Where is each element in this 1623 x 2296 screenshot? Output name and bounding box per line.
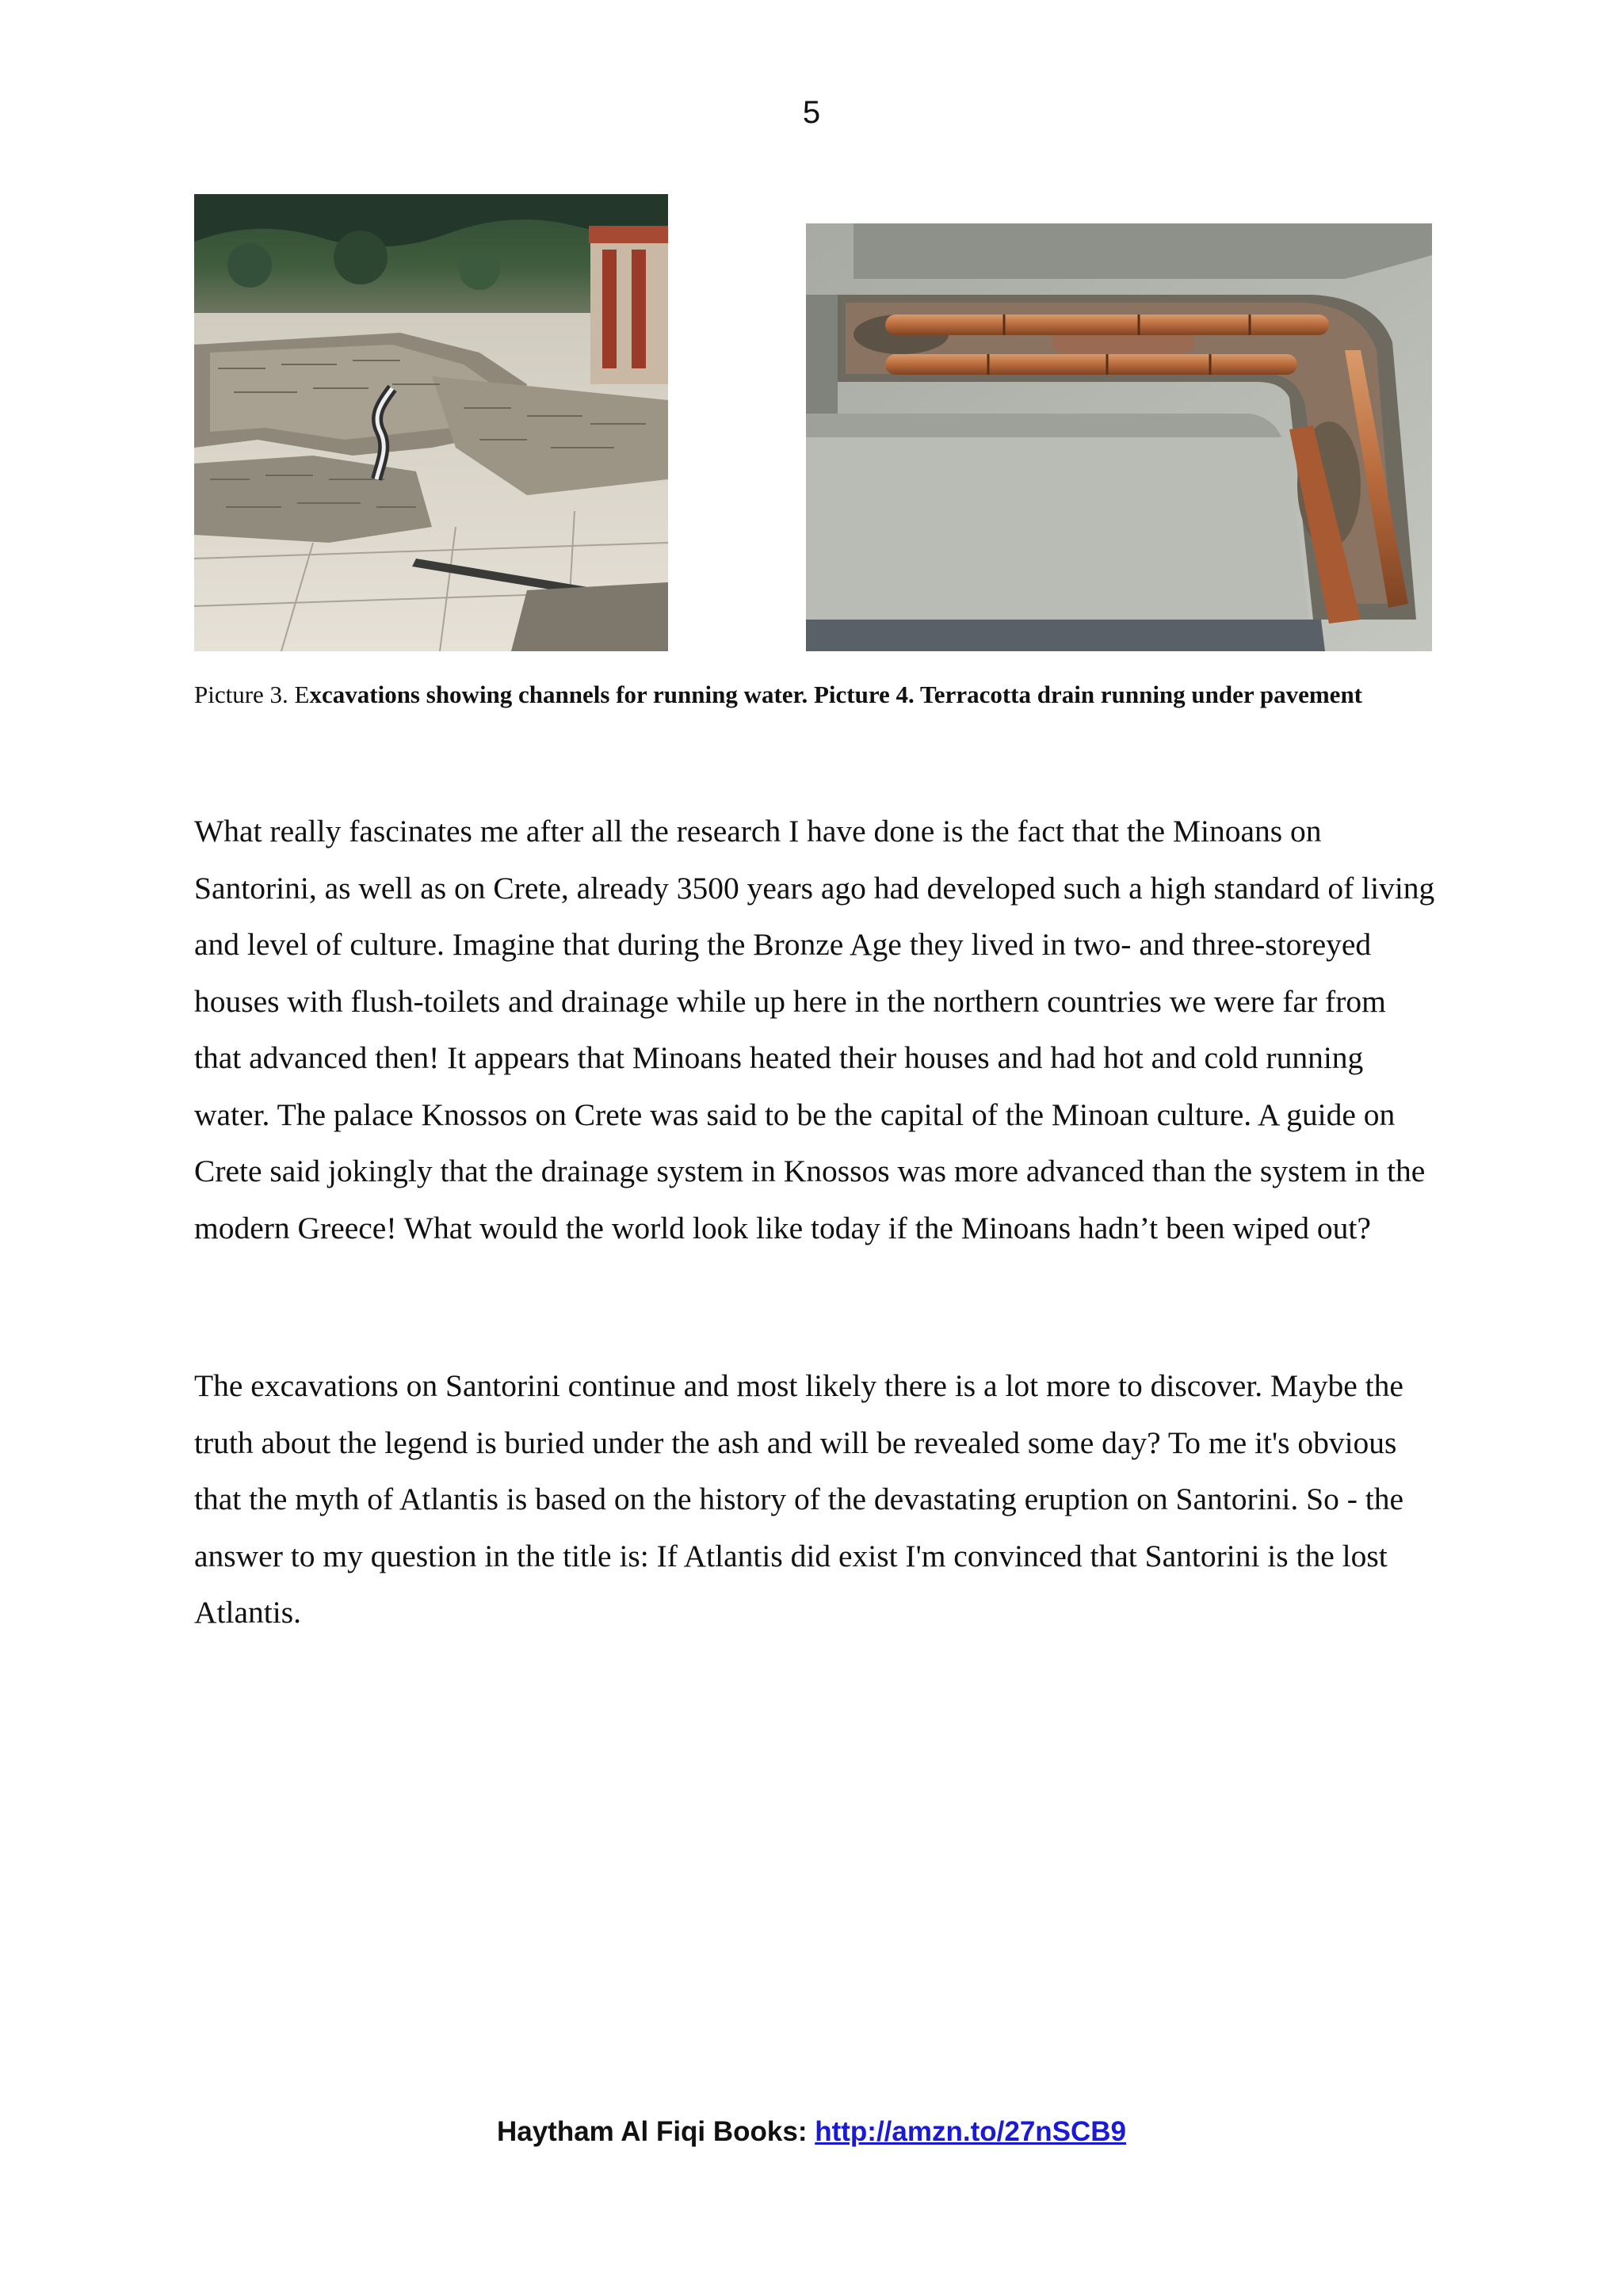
footer: [0, 2115, 1623, 2149]
caption-lead: Picture 3. E: [194, 681, 310, 708]
page-number: 5: [802, 95, 821, 130]
body-paragraph-1: What really fascinates me after all the research I have done is the fact that the Minoans on Santorini, as well as on Crete, already 3500 years ago had developed such a high standard of living and level of culture. Imagine that during the Bronze Age they lived in two- and three-storeyed houses with flush-toilets and drainage while up here in the northern countries we were far from that advanced then! It appears that Minoans heated their houses and had hot and cold running water. The palace Knossos on Crete was said to be the capital of the Minoan culture. A guide on Crete said jokingly that the drainage system in Knossos was more advanced than the system in the modern Greece! What would the world look like today if the Minoans hadn’t been wiped out?: [194, 814, 1435, 1245]
figure-caption: [194, 678, 1430, 711]
caption-bold: xcavations showing channels for running water. Picture 4. Terracotta drain running under pavement: [309, 681, 1363, 708]
body-paragraph-2: The excavations on Santorini continue and most likely there is a lot more to discover. Maybe the truth about the legend is buried under the ash and will be revealed some day? To me it's obvious that the myth of Atlantis is based on the history of the devastating eruption on Santorini. So - the answer to my question in the title is: If Atlantis did exist I'm convinced that Santorini is the lost Atlantis.: [194, 1368, 1404, 1630]
excavations-photo: [194, 194, 668, 651]
footer-link[interactable]: http://amzn.to/27nSCB9: [815, 2116, 1127, 2147]
excavations-photo-drawing: [194, 194, 668, 651]
footer-label: Haytham Al Fiqi Books:: [496, 2116, 815, 2147]
terracotta-drain-drawing: [806, 223, 1432, 651]
terracotta-drain-photo: [806, 223, 1432, 651]
